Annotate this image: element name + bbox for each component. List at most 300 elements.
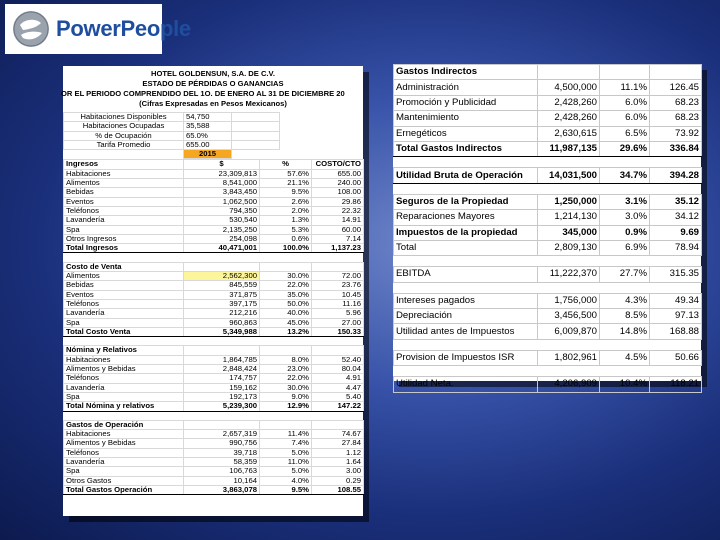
- expense-row: [394, 168, 702, 183]
- row-value: 2.0%: [260, 206, 312, 215]
- row-label: Utilidad antes de Impuestos: [394, 324, 538, 339]
- row-value: 11.4%: [260, 430, 312, 439]
- row-label: Teléfonos: [64, 299, 184, 308]
- row-value: %: [260, 160, 312, 169]
- row-value: 22.32: [312, 206, 364, 215]
- row-value: 9.69: [650, 225, 702, 240]
- row-value: 8,541,000: [184, 179, 260, 188]
- row-value: 990,756: [184, 439, 260, 448]
- row-value: 13.2%: [260, 327, 312, 336]
- row-label: Alimentos: [64, 179, 184, 188]
- row-value: 50.0%: [260, 299, 312, 308]
- row-value: 5.0%: [260, 467, 312, 476]
- ingreso-row: [64, 197, 364, 206]
- expense-row: [394, 225, 702, 240]
- nomina-row: [64, 374, 364, 383]
- row-value: 3,843,450: [184, 188, 260, 197]
- row-value: 4.5%: [600, 350, 650, 365]
- empty-cell: [232, 122, 280, 131]
- row-label: [394, 157, 538, 168]
- row-value: 240.00: [312, 179, 364, 188]
- costo-row: [64, 281, 364, 290]
- row-value: [538, 65, 600, 80]
- row-value: 12.9%: [260, 402, 312, 411]
- row-value: 23.0%: [260, 365, 312, 374]
- row-value: 4.3%: [600, 293, 650, 308]
- costo-row: [64, 309, 364, 318]
- row-value: 1.64: [312, 457, 364, 466]
- row-label: Spa: [64, 225, 184, 234]
- row-value: 100.0%: [260, 244, 312, 253]
- row-label: [394, 366, 538, 377]
- currency-note: (Cifras Expresadas en Pesos Mexicanos): [139, 99, 287, 108]
- row-value: 3.0%: [600, 210, 650, 225]
- row-label: Eventos: [64, 197, 184, 206]
- row-value: 7.4%: [260, 439, 312, 448]
- row-label: Otros Gastos: [64, 476, 184, 485]
- row-value: 7.14: [312, 234, 364, 243]
- row-value: 5.0%: [260, 448, 312, 457]
- row-value: [600, 366, 650, 377]
- row-label: Utilidad Bruta de Operación: [394, 168, 538, 183]
- row-value: 1,214,130: [538, 210, 600, 225]
- row-value: 11.0%: [260, 457, 312, 466]
- ingreso-row: [64, 225, 364, 234]
- row-label: EBITDA: [394, 267, 538, 282]
- row-value: 254,098: [184, 234, 260, 243]
- row-value: 29.6%: [600, 141, 650, 156]
- row-value: 78.94: [650, 240, 702, 255]
- row-label: Teléfonos: [64, 206, 184, 215]
- expense-row: [394, 324, 702, 339]
- income-statement-right: [393, 64, 701, 390]
- row-label: Total Gastos Operación: [64, 485, 184, 494]
- expense-row: [394, 309, 702, 324]
- year-cell: 2015: [184, 150, 232, 159]
- stat-label: % de Ocupación: [64, 131, 184, 140]
- stats-table: [63, 112, 364, 159]
- row-value: 21.1%: [260, 179, 312, 188]
- nomina-row: [64, 365, 364, 374]
- row-value: 97.13: [650, 309, 702, 324]
- row-value: 2,428,260: [538, 95, 600, 110]
- row-value: [650, 339, 702, 350]
- expense-row: [394, 240, 702, 255]
- row-value: 5,239,300: [184, 402, 260, 411]
- expense-row: [394, 350, 702, 365]
- row-value: [538, 183, 600, 194]
- row-value: [538, 282, 600, 293]
- row-label: Alimentos y Bebidas: [64, 365, 184, 374]
- row-label: Impuestos de la propiedad: [394, 225, 538, 240]
- row-label: Lavandería: [64, 309, 184, 318]
- spacer-row: [394, 256, 702, 267]
- row-value: 9.5%: [260, 485, 312, 494]
- row-label: Utilidad Neta.: [394, 377, 538, 392]
- row-value: 39,718: [184, 448, 260, 457]
- total-nomina-row: [64, 402, 364, 411]
- empty-cell: [312, 411, 364, 420]
- row-value: 1.3%: [260, 216, 312, 225]
- row-value: 80.04: [312, 365, 364, 374]
- row-label: Total Costo Venta: [64, 327, 184, 336]
- row-value: 14.91: [312, 216, 364, 225]
- row-value: 174,757: [184, 374, 260, 383]
- row-value: [650, 366, 702, 377]
- row-value: 14.8%: [600, 324, 650, 339]
- row-value: 35.12: [650, 194, 702, 209]
- expense-row: [394, 95, 702, 110]
- gasto-row: [64, 476, 364, 485]
- row-value: [600, 183, 650, 194]
- empty-cell: [64, 411, 184, 420]
- section-title-row: [64, 262, 364, 271]
- row-value: 73.92: [650, 126, 702, 141]
- row-label: Depreciación: [394, 309, 538, 324]
- row-value: 57.6%: [260, 169, 312, 178]
- row-value: [600, 65, 650, 80]
- row-label: Total Nómina y relativos: [64, 402, 184, 411]
- row-value: 5.40: [312, 392, 364, 401]
- row-label: Habitaciones: [64, 169, 184, 178]
- empty-cell: [280, 113, 364, 122]
- stat-value: 655.00: [184, 140, 232, 149]
- empty-cell: [260, 346, 312, 355]
- row-label: Alimentos y Bebidas: [64, 439, 184, 448]
- row-value: 108.00: [312, 188, 364, 197]
- row-value: 1,137.23: [312, 244, 364, 253]
- row-value: 30.0%: [260, 383, 312, 392]
- row-value: 1,864,785: [184, 355, 260, 364]
- stat-value: 35,588: [184, 122, 232, 131]
- stat-label: Habitaciones Ocupadas: [64, 122, 184, 131]
- row-value: 1,756,000: [538, 293, 600, 308]
- row-value: [600, 282, 650, 293]
- row-value: 27.7%: [600, 267, 650, 282]
- stat-value: 65.0%: [184, 131, 232, 140]
- row-value: [650, 157, 702, 168]
- row-value: 27.84: [312, 439, 364, 448]
- row-value: [538, 256, 600, 267]
- costo-row: [64, 299, 364, 308]
- row-value: 3.00: [312, 467, 364, 476]
- row-label: [394, 282, 538, 293]
- row-label: Eventos: [64, 290, 184, 299]
- expense-row: [394, 80, 702, 95]
- empty-cell: [184, 411, 260, 420]
- empty-cell: [280, 131, 364, 140]
- row-label: Bebidas: [64, 281, 184, 290]
- row-value: 1,062,500: [184, 197, 260, 206]
- row-value: 1,250,000: [538, 194, 600, 209]
- spacer-row: [394, 157, 702, 168]
- statement-title: ESTADO DE PÉRDIDAS O GANANCIAS: [142, 79, 284, 88]
- row-value: 58,359: [184, 457, 260, 466]
- row-label: Teléfonos: [64, 374, 184, 383]
- row-value: 2,135,250: [184, 225, 260, 234]
- row-value: 74.67: [312, 430, 364, 439]
- empty-cell: [260, 337, 312, 346]
- row-label: Promoción y Publicidad: [394, 95, 538, 110]
- row-value: 315.35: [650, 267, 702, 282]
- row-label: [394, 183, 538, 194]
- empty-cell: [64, 150, 184, 159]
- costo-row: [64, 318, 364, 327]
- row-value: 212,216: [184, 309, 260, 318]
- empty-cell: [64, 253, 184, 262]
- row-value: 4,206,909: [538, 377, 600, 392]
- row-value: 30.0%: [260, 272, 312, 281]
- row-value: 2,848,424: [184, 365, 260, 374]
- row-label: Spa: [64, 318, 184, 327]
- expense-row: [394, 126, 702, 141]
- row-value: 3,863,078: [184, 485, 260, 494]
- row-value: 50.66: [650, 350, 702, 365]
- empty-cell: [260, 253, 312, 262]
- row-label: Ingresos: [64, 160, 184, 169]
- row-label: Mantenimiento: [394, 111, 538, 126]
- row-value: 4.47: [312, 383, 364, 392]
- indirect-expenses-table: [393, 64, 702, 393]
- row-label: Reparaciones Mayores: [394, 210, 538, 225]
- row-value: 11,222,370: [538, 267, 600, 282]
- row-value: 14,031,500: [538, 168, 600, 183]
- row-value: 9.0%: [260, 392, 312, 401]
- row-value: 159,162: [184, 383, 260, 392]
- row-value: 23.76: [312, 281, 364, 290]
- row-label: Teléfonos: [64, 448, 184, 457]
- row-value: 2,630,615: [538, 126, 600, 141]
- row-value: 397,175: [184, 299, 260, 308]
- section-title: Nómina y Relativos: [64, 346, 184, 355]
- row-label: [394, 339, 538, 350]
- expense-row: [394, 377, 702, 392]
- row-value: [650, 282, 702, 293]
- row-value: 34.7%: [600, 168, 650, 183]
- row-value: 72.00: [312, 272, 364, 281]
- row-value: 530,540: [184, 216, 260, 225]
- costo-row: [64, 272, 364, 281]
- row-value: 0.29: [312, 476, 364, 485]
- row-label: [394, 256, 538, 267]
- row-value: 4.91: [312, 374, 364, 383]
- section-title: Costo de Venta: [64, 262, 184, 271]
- row-label: Seguros de la Propiedad: [394, 194, 538, 209]
- expense-row: [394, 293, 702, 308]
- row-value: 9.5%: [260, 188, 312, 197]
- row-value: 6.0%: [600, 111, 650, 126]
- row-value: 29.86: [312, 197, 364, 206]
- row-value: 336.84: [650, 141, 702, 156]
- row-value: [600, 157, 650, 168]
- row-label: Provision de Impuestos ISR: [394, 350, 538, 365]
- gasto-row: [64, 439, 364, 448]
- powerpeople-logo: [5, 4, 191, 54]
- row-label: Alimentos: [64, 272, 184, 281]
- empty-cell: [184, 253, 260, 262]
- row-label: Administración: [394, 80, 538, 95]
- stat-row: [64, 122, 364, 131]
- row-value: 10,164: [184, 476, 260, 485]
- row-value: 5.3%: [260, 225, 312, 234]
- empty-cell: [184, 337, 260, 346]
- row-value: 345,000: [538, 225, 600, 240]
- row-value: [650, 183, 702, 194]
- empty-cell: [280, 150, 364, 159]
- ingreso-row: [64, 169, 364, 178]
- costo-row: [64, 290, 364, 299]
- ingreso-row: [64, 206, 364, 215]
- row-value: 655.00: [312, 169, 364, 178]
- row-value: 40.0%: [260, 309, 312, 318]
- empty-cell: [260, 411, 312, 420]
- row-value: 22.0%: [260, 374, 312, 383]
- gasto-row: [64, 448, 364, 457]
- row-value: 960,863: [184, 318, 260, 327]
- spacer-row: [394, 282, 702, 293]
- row-value: 394.28: [650, 168, 702, 183]
- row-value: [600, 339, 650, 350]
- row-value: 11,987,135: [538, 141, 600, 156]
- row-value: $: [184, 160, 260, 169]
- empty-cell: [232, 150, 280, 159]
- row-value: 10.4%: [600, 377, 650, 392]
- row-label: Habitaciones: [64, 355, 184, 364]
- spacer-row: [64, 253, 364, 262]
- ingreso-row: [64, 216, 364, 225]
- row-value: 6,009,870: [538, 324, 600, 339]
- row-value: 0.6%: [260, 234, 312, 243]
- row-value: 118.21: [650, 377, 702, 392]
- row-value: 45.0%: [260, 318, 312, 327]
- row-value: 22.0%: [260, 281, 312, 290]
- row-value: 27.00: [312, 318, 364, 327]
- row-value: 3,456,500: [538, 309, 600, 324]
- row-label: Gastos Indirectos: [394, 65, 538, 80]
- row-value: 23,309,813: [184, 169, 260, 178]
- empty-cell: [232, 113, 280, 122]
- empty-cell: [232, 131, 280, 140]
- row-label: Bebidas: [64, 188, 184, 197]
- column-header-row: [64, 160, 364, 169]
- expense-row: [394, 210, 702, 225]
- empty-cell: [312, 253, 364, 262]
- total-ingresos-row: [64, 244, 364, 253]
- row-value: 6.5%: [600, 126, 650, 141]
- row-label: Otros Ingresos: [64, 234, 184, 243]
- expense-row: [394, 141, 702, 156]
- row-value: 5.96: [312, 309, 364, 318]
- pl-table: [63, 159, 364, 495]
- row-value: 35.0%: [260, 290, 312, 299]
- row-label: Lavandería: [64, 457, 184, 466]
- expense-row: [394, 111, 702, 126]
- empty-cell: [312, 346, 364, 355]
- row-value: 126.45: [650, 80, 702, 95]
- row-value: 40,471,001: [184, 244, 260, 253]
- logo-globe-icon: [11, 9, 51, 49]
- row-value: 68.23: [650, 95, 702, 110]
- row-value: 8.0%: [260, 355, 312, 364]
- row-value: [600, 256, 650, 267]
- row-value: 6.0%: [600, 95, 650, 110]
- row-value: 8.5%: [600, 309, 650, 324]
- row-value: 49.34: [650, 293, 702, 308]
- empty-cell: [232, 140, 280, 149]
- period-title: OR EL PERIODO COMPRENDIDO DEL 1O. DE ENERO AL 31 DE DICIEMBRE 20: [61, 89, 345, 98]
- row-label: Intereses pagados: [394, 293, 538, 308]
- section-title-row: [64, 346, 364, 355]
- stat-label: Habitaciones Disponibles: [64, 113, 184, 122]
- row-value: [650, 65, 702, 80]
- row-value: 168.88: [650, 324, 702, 339]
- row-label: Spa: [64, 467, 184, 476]
- empty-cell: [280, 140, 364, 149]
- row-value: [538, 157, 600, 168]
- empty-cell: [184, 346, 260, 355]
- stat-label: Tarifa Promedio: [64, 140, 184, 149]
- stat-row: [64, 131, 364, 140]
- row-value: COSTO/CTO: [312, 160, 364, 169]
- row-value: 150.33: [312, 327, 364, 336]
- empty-cell: [312, 337, 364, 346]
- section-title: Gastos de Operación: [64, 420, 184, 429]
- row-value: 2,809,130: [538, 240, 600, 255]
- row-label: Total Ingresos: [64, 244, 184, 253]
- spacer-row: [394, 339, 702, 350]
- spacer-row: [394, 183, 702, 194]
- expense-row: [394, 194, 702, 209]
- stat-value: 54,750: [184, 113, 232, 122]
- row-value: 1.12: [312, 448, 364, 457]
- row-label: Lavandería: [64, 216, 184, 225]
- row-value: 106,763: [184, 467, 260, 476]
- empty-cell: [280, 122, 364, 131]
- row-value: 108.55: [312, 485, 364, 494]
- row-label: Spa: [64, 392, 184, 401]
- row-value: 4,500,000: [538, 80, 600, 95]
- row-value: 34.12: [650, 210, 702, 225]
- row-value: 5,349,988: [184, 327, 260, 336]
- row-value: 147.22: [312, 402, 364, 411]
- row-value: [538, 339, 600, 350]
- row-value: 3.1%: [600, 194, 650, 209]
- row-value: 52.40: [312, 355, 364, 364]
- row-value: 4.0%: [260, 476, 312, 485]
- row-value: 0.9%: [600, 225, 650, 240]
- row-value: 11.16: [312, 299, 364, 308]
- company-title: HOTEL GOLDENSUN, S.A. DE C.V.: [150, 69, 276, 78]
- row-value: 60.00: [312, 225, 364, 234]
- row-value: [650, 256, 702, 267]
- row-value: 192,173: [184, 392, 260, 401]
- row-label: Lavandería: [64, 383, 184, 392]
- spacer-row: [64, 411, 364, 420]
- nomina-row: [64, 383, 364, 392]
- row-value: 1,802,961: [538, 350, 600, 365]
- row-label: Ernegéticos: [394, 126, 538, 141]
- row-label: Habitaciones: [64, 430, 184, 439]
- row-value: 794,350: [184, 206, 260, 215]
- row-value: 371,875: [184, 290, 260, 299]
- ingreso-row: [64, 179, 364, 188]
- row-value: 2,657,319: [184, 430, 260, 439]
- row-label: Total Gastos Indirectos: [394, 141, 538, 156]
- logo-text: PowerPeople: [56, 16, 191, 41]
- gasto-row: [64, 467, 364, 476]
- row-value: 6.9%: [600, 240, 650, 255]
- year-row: [64, 150, 364, 159]
